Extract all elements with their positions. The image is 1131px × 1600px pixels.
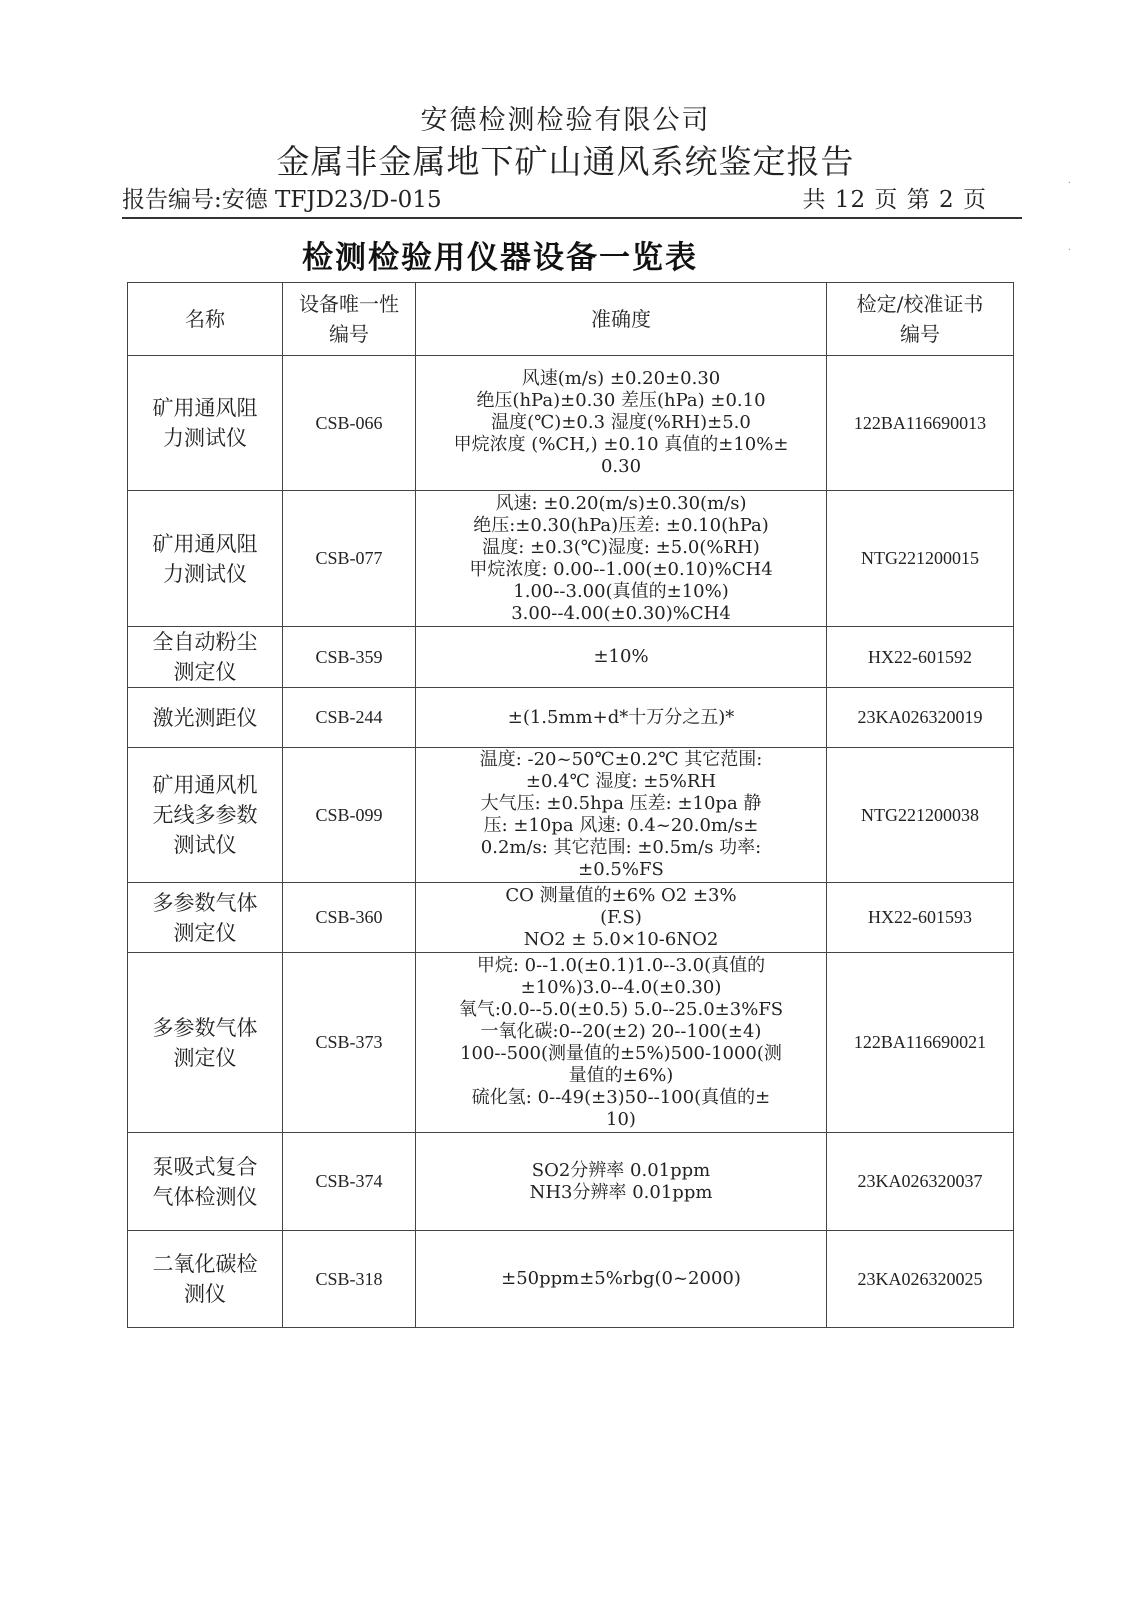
accuracy-cell: SO2分辨率 0.01ppm NH3分辨率 0.01ppm	[416, 1133, 827, 1231]
report-title: 金属非金属地下矿山通风系统鉴定报告	[276, 142, 855, 181]
table-header-row	[128, 283, 1014, 356]
accuracy-cell: CO 测量值的±6% O2 ±3% (F.S) NO2 ± 5.0×10-6NO2	[416, 883, 827, 953]
equipment-name: 全自动粉尘 测定仪	[128, 627, 283, 688]
equipment-name: 矿用通风阻 力测试仪	[128, 356, 283, 491]
page-count: 共 12 页 第 2 页	[802, 187, 987, 213]
header-cert: 检定/校准证书 编号	[827, 283, 1014, 356]
table-row	[128, 356, 1014, 491]
accuracy-cell: 温度: -20~50℃±0.2℃ 其它范围: ±0.4℃ 湿度: ±5%RH 大气压: ±0.5hpa 压差: ±10pa 静 压: ±10pa 风速: 0.4~20.0m/s± 0.2m/s: 其它范围: ±0.5m/s 功率: ±0.5%FS	[416, 748, 827, 883]
table-row	[128, 953, 1014, 1133]
equipment-id: CSB-373	[283, 953, 416, 1133]
cert-number: NTG221200038	[827, 748, 1014, 883]
equipment-table	[127, 282, 1014, 1328]
scan-mark: ·	[1067, 178, 1071, 189]
accuracy-cell: ±50ppm±5%rbg(0~2000)	[416, 1231, 827, 1328]
equipment-name: 激光测距仪	[128, 688, 283, 748]
accuracy-cell: 风速: ±0.20(m/s)±0.30(m/s) 绝压:±0.30(hPa)压差: ±0.10(hPa) 温度: ±0.3(℃)湿度: ±5.0(%RH) 甲烷浓度: 0.00--1.00(±0.10)%CH4 1.00--3.00(真值的±10%) 3.00--4.00(±0.30)%CH4	[416, 491, 827, 627]
equipment-id: CSB-360	[283, 883, 416, 953]
table-row	[128, 491, 1014, 627]
equipment-id: CSB-359	[283, 627, 416, 688]
cert-number: 122BA116690021	[827, 953, 1014, 1133]
equipment-name: 多参数气体 测定仪	[128, 883, 283, 953]
table-row	[128, 1133, 1014, 1231]
table-row	[128, 627, 1014, 688]
cert-number: 23KA026320019	[827, 688, 1014, 748]
equipment-id: CSB-374	[283, 1133, 416, 1231]
table-row	[128, 748, 1014, 883]
cert-number: 122BA116690013	[827, 356, 1014, 491]
table-title: 检测检验用仪器设备一览表	[302, 240, 698, 276]
company-name: 安德检测检验有限公司	[420, 105, 711, 136]
equipment-name: 矿用通风机 无线多参数 测试仪	[128, 748, 283, 883]
cert-number: NTG221200015	[827, 491, 1014, 627]
equipment-name: 矿用通风阻 力测试仪	[128, 491, 283, 627]
equipment-name: 多参数气体 测定仪	[128, 953, 283, 1133]
cert-number: HX22-601592	[827, 627, 1014, 688]
header-accuracy: 准确度	[416, 283, 827, 356]
accuracy-cell: ±(1.5mm+d*十万分之五)*	[416, 688, 827, 748]
table-row	[128, 1231, 1014, 1328]
accuracy-cell: 甲烷: 0--1.0(±0.1)1.0--3.0(真值的 ±10%)3.0--4.0(±0.30) 氧气:0.0--5.0(±0.5) 5.0--25.0±3%FS 一氧化碳:0--20(±2) 20--100(±4) 100--500(测量值的±5%)500-1000(测 量值的±6%) 硫化氢: 0--49(±3)50--100(真值的± 10)	[416, 953, 827, 1133]
equipment-name: 二氧化碳检 测仪	[128, 1231, 283, 1328]
header-name: 名称	[128, 283, 283, 356]
cert-number: 23KA026320025	[827, 1231, 1014, 1328]
equipment-name: 泵吸式复合 气体检测仪	[128, 1133, 283, 1231]
cert-number: HX22-601593	[827, 883, 1014, 953]
equipment-id: CSB-244	[283, 688, 416, 748]
report-info-line	[122, 181, 1022, 219]
table-row	[128, 883, 1014, 953]
table-row	[128, 688, 1014, 748]
scan-mark: ·	[1067, 245, 1071, 256]
equipment-id: CSB-077	[283, 491, 416, 627]
accuracy-cell: 风速(m/s) ±0.20±0.30 绝压(hPa)±0.30 差压(hPa) ±0.10 温度(℃)±0.3 湿度(%RH)±5.0 甲烷浓度 (%CH,) ±0.10 真值的±10%± 0.30	[416, 356, 827, 491]
cert-number: 23KA026320037	[827, 1133, 1014, 1231]
equipment-id: CSB-066	[283, 356, 416, 491]
equipment-id: CSB-099	[283, 748, 416, 883]
accuracy-cell: ±10%	[416, 627, 827, 688]
equipment-id: CSB-318	[283, 1231, 416, 1328]
header-id: 设备唯一性 编号	[283, 283, 416, 356]
report-number: 报告编号:安德 TFJD23/D-015	[122, 187, 442, 213]
